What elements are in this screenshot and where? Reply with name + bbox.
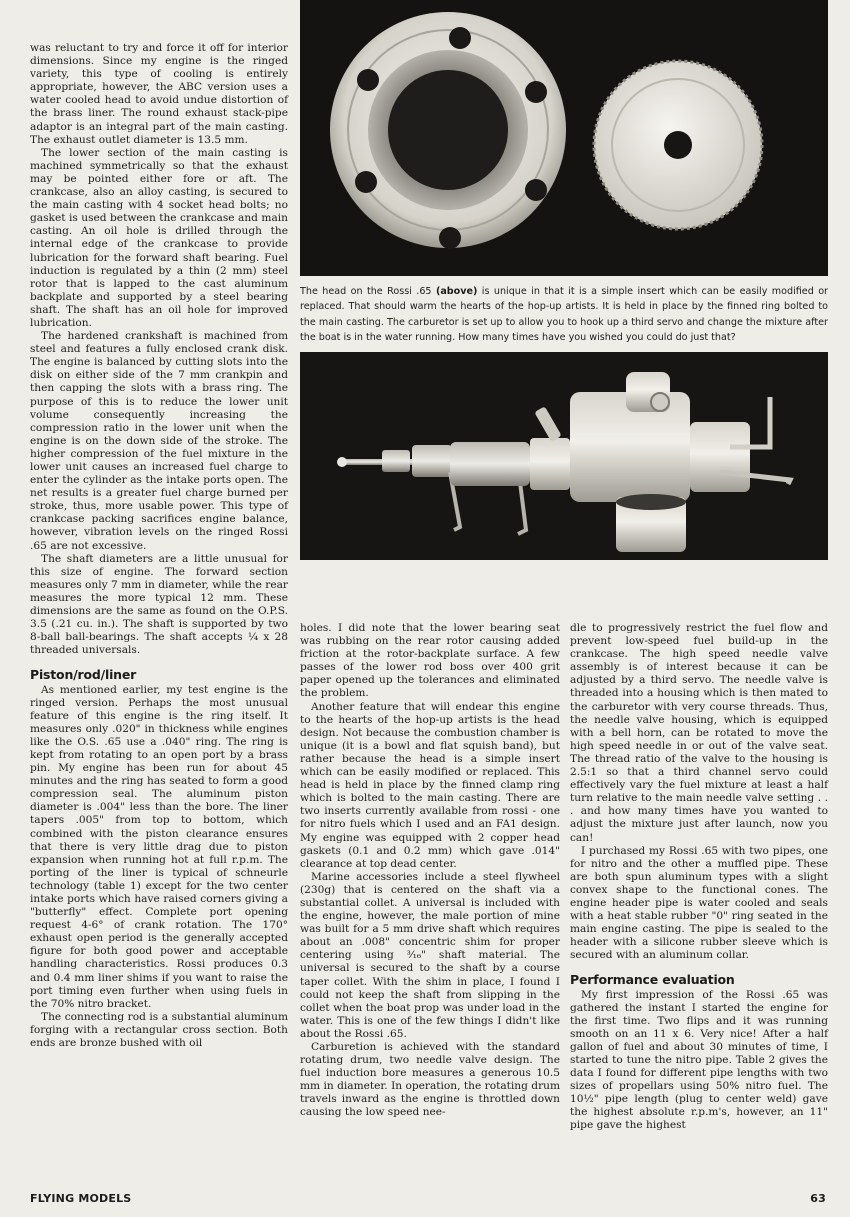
section-heading-piston: Piston/rod/liner [30,667,137,683]
engine-head-illustration [300,0,828,276]
text-column-3 [570,622,828,1133]
paragraph: The lower section of the main casting is machined symmetrically so that the exhaust may be pointed either fore or aft. The crankcase, also an alloy casting, is secured to the main casting with 4 socket head bolts; no gasket is used between the crankcase and main casting. An oil hole is drilled through the internal edge of the crankcase to provide lubrication for the forward shaft bearing. Fuel induction is regulated by a thin (2 mm) steel rotor that is lapped to the cast aluminum backplate and supported by a steel bearing shaft. The shaft has an oil hole for improved lubrication. [30,146,288,329]
paragraph: was reluctant to try and force it off for interior dimensions. Since my engine is the ringed variety, this type of cooling is entirely appropriate, however, the ABC version uses a water cooled head to avoid undue distortion of the brass liner. The round exhaust stack-pipe adaptor is an integral part of the main casting. The exhaust outlet diameter is 13.5 mm. [30,42,288,146]
paragraph: dle to progressively restrict the fuel flow and prevent low-speed fuel build-up in the crankcase. The high speed needle valve assembly is of interest because it can be adjusted by a third servo. The needle valve is threaded into a housing which is then mated to the carburetor with very course threads. Thus, the needle valve housing, which is equipped with a bell horn, can be rotated to move the high speed needle in or out of the valve seat. The thread ratio of the valve to the housing is 2.5:1 so that a third channel servo could effectively vary the fuel mixture at least a half turn relative to the main needle valve setting . . . and how many times have you wanted to adjust the mixture just after launch, now you can! [570,622,828,844]
engine-head-photo [300,0,828,276]
paragraph: holes. I did note that the lower bearing seat was rubbing on the rear rotor causing added friction at the rotor-backplate surface. A few passes of the lower rod boss over 400 grit paper opened up the tolerances and eliminated the problem. [300,622,560,700]
paragraph: As mentioned earlier, my test engine is the ringed version. Perhaps the most unusual feature of this engine is the ring itself. It measures only .020" in thickness while engines like the O.S. .65 use a .040" ring. The ring is kept from rotating to an open port by a brass pin. My engine has been run for about 45 minutes and the ring has seated to form a good compression seal. The aluminum piston diameter is .004" less than the bore. The liner tapers .005" from top to bottom, which combined with the piston clearance ensures that there is very little drag due to piston expansion when running hot at full r.p.m. The porting of the liner is typical of schneurle technology (table 1) except for the two center intake ports which have raised corners giving a "butterfly" effect. Complete port opening request 4-6° of crank rotation. The 170° exhaust open period is the generally accepted figure for both good power and acceptable handling characteristics. Rossi produces 0.3 and 0.4 mm liner shims if you want to raise the port timing even further when using fuels in the 70% nitro bracket. [30,683,288,1010]
paragraph: The connecting rod is a substantial aluminum forging with a rectangular cross section. Both ends are bronze bushed with oil [30,1010,288,1050]
section-heading-performance: Performance evaluation [570,972,735,988]
magazine-name: FLYING MODELS [30,1192,132,1205]
paragraph: I purchased my Rossi .65 with two pipes, one for nitro and the other a muffled pipe. These are both spun aluminum types with a slight convex shape to the functional cones. The engine header pipe is water cooled and seals with a heat stable rubber "0" ring seated in the main engine casting. The pipe is sealed to the header with a silicone rubber sleeve which is secured with an aluminum collar. [570,844,828,962]
paragraph: The hardened crankshaft is machined from steel and features a fully enclosed crank disk. The engine is balanced by cutting slots into the disk on either side of the 7 mm crankpin and then capping the slots with a brass ring. The purpose of this is to reduce the lower unit volume consequently increasing the compression ratio in the lower unit when the engine is on the down side of the stroke. The higher compression of the fuel mixture in the lower unit causes an increased fuel charge to enter the cylinder as the intake ports open. The net results is a greater fuel charge burned per stroke, thus, more usable power. This type of crankcase packing sacrifices engine balance, however, vibration levels on the ringed Rossi .65 are not excessive. [30,330,288,552]
caption-text: is unique in that it is a simple insert which can be easily modified or replaced. That should warm the hearts of the hop-up artists. It is held in place by the finned ring bolted to the main casting. The carburetor is set up to allow you to hook up a third servo and change the mixture after the boat is in the water running. How many times have you wished you could do just that? [300,286,829,344]
paragraph: Carburetion is achieved with the standard rotating drum, two needle valve design. The fuel induction bore measures a generous 10.5 mm in diameter. In operation, the rotating drum travels inward as the engine is throttled down causing the low speed nee- [300,1041,560,1119]
paragraph: My first impression of the Rossi .65 was gathered the instant I started the engine for the first time. Two flips and it was running smooth on an 11 x 6. Very nice! After a half gallon of fuel and about 30 minutes of time, I started to tune the nitro pipe. Table 2 gives the data I found for different pipe lengths with two sizes of propellars using 50% nitro fuel. The 10½" pipe length (plug to center weld) gave the highest absolute r.p.m's, however, an 11" pipe gave the highest [570,988,828,1132]
paragraph: Another feature that will endear this engine to the hearts of the hop-up artists is the head design. Not because the combustion chamber is unique (it is a bowl and flat squish band), but rather because the head is a simple insert which can be easily modified or replaced. This head is held in place by the finned clamp ring which is bolted to the main casting. There are two inserts currently available from rossi - one for nitro fuels which I used and an FA1 design. My engine was equipped with 2 copper head gaskets (0.1 and 0.2 mm) which gave .014" clearance at top dead center. [300,700,560,870]
photo-caption [300,284,828,346]
caption-lead: The head on the Rossi .65 [300,286,436,297]
paragraph: Marine accessories include a steel flywheel (230g) that is centered on the shaft via a substantial collet. A universal is included with the engine, however, the male portion of mine was built for a 5 mm drive shaft which requires about an .008" concentric shim for proper centering using ³⁄₁₆" shaft material. The universal is secured to the shaft by a course taper collet. With the shim in place, I found I could not keep the shaft from slipping in the collet when the boat prop was under load in the water. This is one of the few things I didn't like about the Rossi .65. [300,870,560,1040]
text-column-2 [300,622,560,1120]
caption-bold: (above) [435,286,478,297]
text-column-1 [30,42,288,1050]
carburetor-photo [300,352,828,560]
paragraph: The shaft diameters are a little unusual for this size of engine. The forward section measures only 7 mm in diameter, while the rear measures the more typical 12 mm. These dimensions are the same as found on the O.P.S. 3.5 (.21 cu. in.). The shaft is supported by two 8-ball ball-bearings. The shaft accepts ¼ x 28 threaded universals. [30,552,288,657]
page-number: 63 [810,1192,826,1205]
carburetor-illustration [300,352,828,560]
